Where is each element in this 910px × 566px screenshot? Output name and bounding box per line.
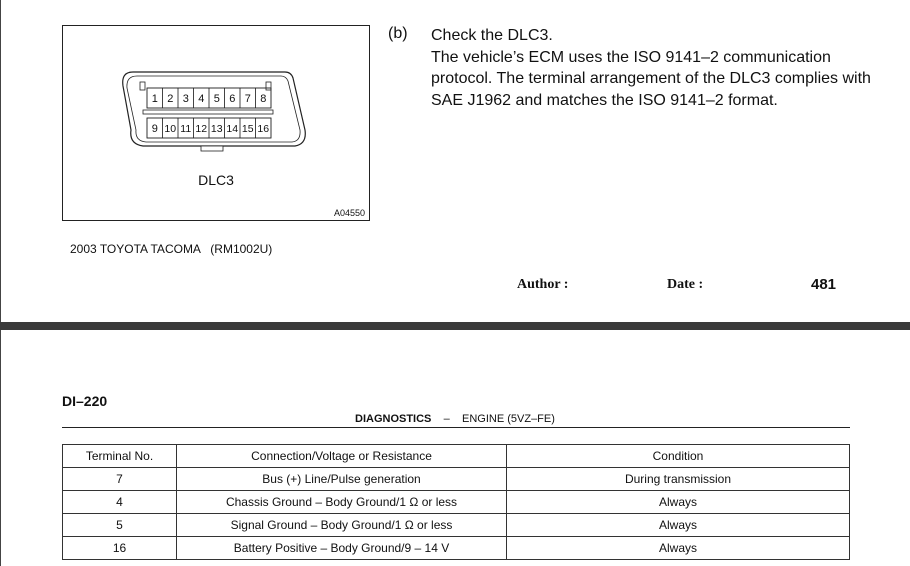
pin-label: 13 [210,123,223,135]
pin-label: 2 [167,93,174,105]
step-letter: (b) [388,25,408,42]
pin-label: 6 [229,93,236,105]
header-separator: – [443,413,450,425]
pin-label: 14 [226,123,239,135]
pins-bottom-row [147,118,271,138]
header-subtitle: ENGINE (5VZ–FE) [462,413,555,425]
page-header [355,413,555,425]
table-row [63,491,850,514]
bottom-page [0,330,910,566]
pin-divider [143,110,273,114]
column-header: Terminal No. [63,445,177,468]
pin-label: 7 [244,93,251,105]
column-header: Connection/Voltage or Resistance [177,445,507,468]
terminal-cell: 5 [63,514,177,537]
column-header: Condition [507,445,850,468]
connector-latch-right [266,82,271,90]
table-row [63,514,850,537]
dlc3-connector-diagram [63,26,369,220]
pin-label: 15 [241,123,254,135]
pin-label: 10 [164,123,177,135]
connector-latch-left [140,82,145,90]
pin-label: 9 [151,123,158,135]
terminal-cell: 7 [63,468,177,491]
pin-label: 16 [257,123,270,135]
pin-label: 12 [195,123,208,135]
condition-cell: Always [507,537,850,560]
author-label: Author : [517,277,569,292]
terminal-cell: 4 [63,491,177,514]
pin-label: 3 [182,93,189,105]
connection-cell: Bus (+) Line/Pulse generation [177,468,507,491]
dlc3-figure [62,25,370,221]
vehicle-model: 2003 TOYOTA TACOMA (RM1002U) [70,242,273,256]
pin-label: 11 [180,123,192,135]
pin-label: 5 [213,93,220,105]
condition-cell: Always [507,514,850,537]
header-title: DIAGNOSTICS [355,413,432,425]
page-divider [0,322,910,330]
pin-label: 1 [151,93,158,105]
figure-caption: DLC3 [198,172,234,188]
section-code: DI–220 [62,393,108,409]
header-rule [62,427,850,428]
pin-label: 4 [198,93,205,105]
table-header-row [63,445,850,468]
pins-top-row [147,88,271,108]
step-line: The vehicle’s ECM uses the ISO 9141–2 communication protocol. The terminal arrangement of the DLC3 complies with SAE J1962 and matches the ISO 9141–2 format. [431,48,871,109]
terminal-spec-table [62,444,850,560]
connection-cell: Battery Positive – Body Ground/9 – 14 V [177,537,507,560]
table-row [63,468,850,491]
step-text [431,25,871,111]
terminal-cell: 16 [63,537,177,560]
page-number: 481 [811,276,837,293]
condition-cell: Always [507,491,850,514]
connector-key-tab [201,146,223,151]
pin-label: 8 [260,93,267,105]
figure-code: A04550 [333,208,365,218]
connection-cell: Signal Ground – Body Ground/1 Ω or less [177,514,507,537]
table-row [63,537,850,560]
date-label: Date : [667,277,704,292]
condition-cell: During transmission [507,468,850,491]
step-line: Check the DLC3. [431,27,553,44]
connection-cell: Chassis Ground – Body Ground/1 Ω or less [177,491,507,514]
